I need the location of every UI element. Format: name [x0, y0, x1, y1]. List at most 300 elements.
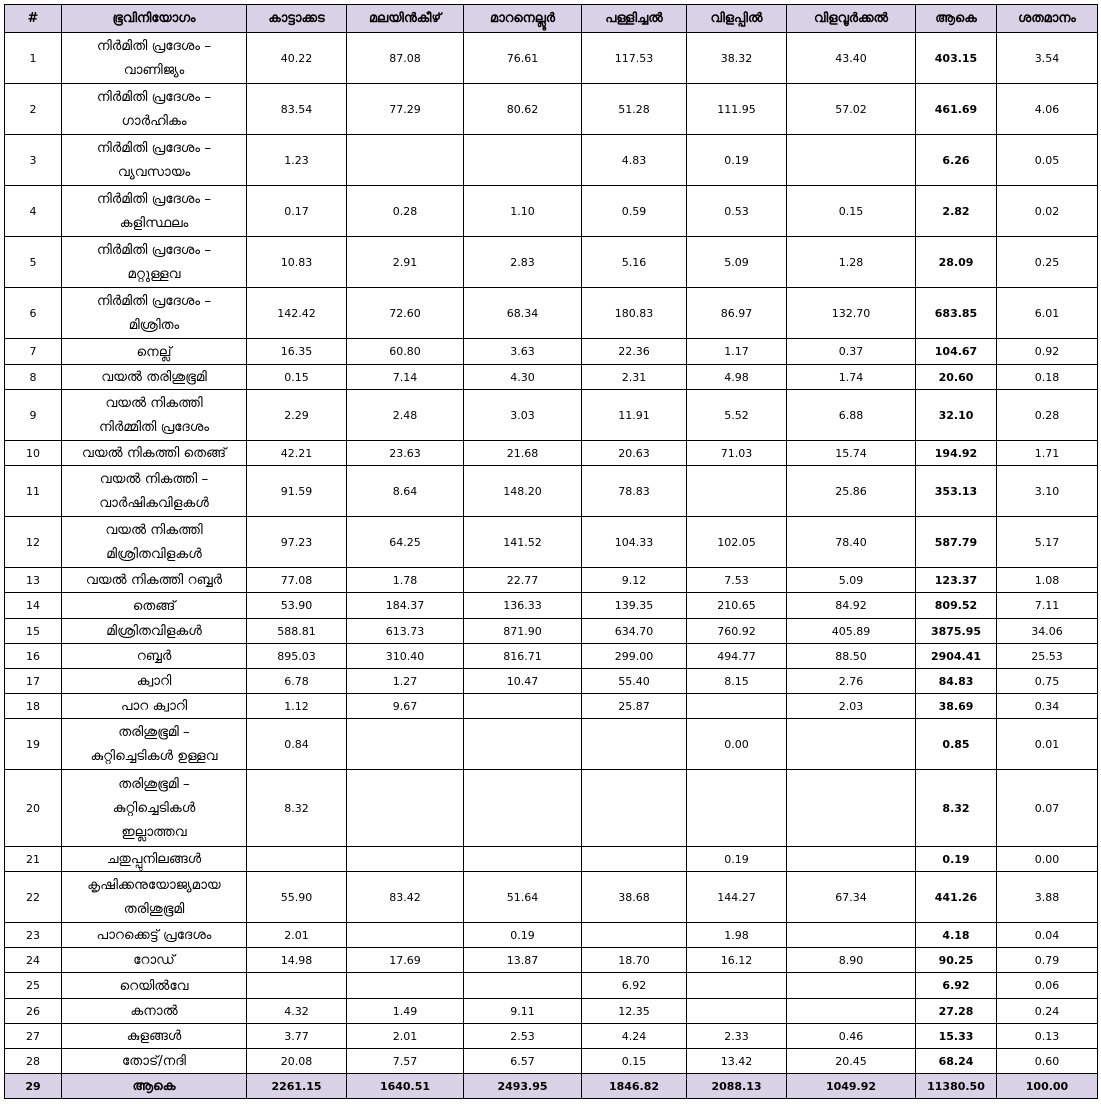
- cell-land-use: കുളങ്ങൾ: [62, 1024, 247, 1049]
- cell-maranalloor: 6.57: [464, 1049, 582, 1074]
- cell-pallichal: 78.83: [582, 466, 687, 517]
- cell-maranalloor: 51.64: [464, 872, 582, 923]
- cell-maranalloor: 9.11: [464, 999, 582, 1024]
- table-row: [5, 593, 1098, 619]
- cell-vilavoorkkal: 20.45: [787, 1049, 916, 1074]
- cell-total: 0.19: [916, 847, 997, 872]
- cell-pallichal: 51.28: [582, 84, 687, 135]
- cell-pallichal: 299.00: [582, 644, 687, 669]
- cell-maranalloor: 871.90: [464, 619, 582, 644]
- table-row: [5, 847, 1098, 872]
- cell-malayinkeezhu: 2.91: [347, 237, 464, 288]
- cell-kattakada: 10.83: [247, 237, 347, 288]
- cell-land-use: വയൽ നികത്തി മിശ്രിതവിളകൾ: [62, 517, 247, 568]
- cell-land-use: വയൽ നികത്തി റബ്ബർ: [62, 568, 247, 593]
- cell-total: 104.67: [916, 339, 997, 365]
- cell-vilappil: [687, 999, 787, 1024]
- table-row: [5, 999, 1098, 1024]
- cell-total: 441.26: [916, 872, 997, 923]
- cell-total: 3875.95: [916, 619, 997, 644]
- cell-vilavoorkkal: 67.34: [787, 872, 916, 923]
- cell-pallichal: [582, 847, 687, 872]
- cell-land-use: തരിശുഭൂമി – കുറ്റിച്ചെടികൾ ഇല്ലാത്തവ: [62, 770, 247, 847]
- cell-vilavoorkkal: 43.40: [787, 33, 916, 84]
- table-row: [5, 517, 1098, 568]
- cell-vilappil: 7.53: [687, 568, 787, 593]
- cell-pallichal: 104.33: [582, 517, 687, 568]
- cell-land-use: വയൽ നികത്തി നിർമ്മിതി പ്രദേശം: [62, 390, 247, 441]
- cell-index: 24: [5, 948, 62, 973]
- cell-total: 27.28: [916, 999, 997, 1024]
- cell-percentage: 0.04: [997, 923, 1098, 948]
- cell-malayinkeezhu: 0.28: [347, 186, 464, 237]
- cell-vilavoorkkal: 15.74: [787, 441, 916, 466]
- cell-total: 38.69: [916, 694, 997, 719]
- cell-index: 10: [5, 441, 62, 466]
- table-row: [5, 237, 1098, 288]
- cell-vilavoorkkal: 1.74: [787, 365, 916, 390]
- table-row: [5, 466, 1098, 517]
- table-row: [5, 568, 1098, 593]
- cell-percentage: 0.34: [997, 694, 1098, 719]
- cell-pallichal: 0.15: [582, 1049, 687, 1074]
- cell-malayinkeezhu: 8.64: [347, 466, 464, 517]
- cell-pallichal: 12.35: [582, 999, 687, 1024]
- cell-kattakada: [247, 973, 347, 999]
- cell-total: 11380.50: [916, 1074, 997, 1099]
- cell-vilappil: [687, 466, 787, 517]
- cell-index: 27: [5, 1024, 62, 1049]
- cell-percentage: 0.18: [997, 365, 1098, 390]
- cell-index: 3: [5, 135, 62, 186]
- cell-vilappil: [687, 770, 787, 847]
- cell-kattakada: 2261.15: [247, 1074, 347, 1099]
- cell-percentage: 0.02: [997, 186, 1098, 237]
- cell-land-use: നിർമിതി പ്രദേശം – ഗാർഹികം: [62, 84, 247, 135]
- header-malayinkeezhu: മലയിൻകീഴ്: [347, 5, 464, 33]
- cell-maranalloor: 10.47: [464, 669, 582, 694]
- cell-maranalloor: 4.30: [464, 365, 582, 390]
- cell-kattakada: 0.17: [247, 186, 347, 237]
- cell-vilavoorkkal: 78.40: [787, 517, 916, 568]
- cell-vilappil: 8.15: [687, 669, 787, 694]
- cell-land-use: ആകെ: [62, 1074, 247, 1099]
- cell-total: 15.33: [916, 1024, 997, 1049]
- cell-pallichal: 11.91: [582, 390, 687, 441]
- cell-index: 28: [5, 1049, 62, 1074]
- cell-land-use: വയൽ നികത്തി തെങ്ങ്: [62, 441, 247, 466]
- cell-malayinkeezhu: 184.37: [347, 593, 464, 619]
- cell-malayinkeezhu: 64.25: [347, 517, 464, 568]
- cell-malayinkeezhu: 613.73: [347, 619, 464, 644]
- cell-pallichal: [582, 719, 687, 770]
- cell-kattakada: 53.90: [247, 593, 347, 619]
- cell-pallichal: 0.59: [582, 186, 687, 237]
- header-land-use: ഭൂവിനിയോഗം: [62, 5, 247, 33]
- table-row: [5, 619, 1098, 644]
- cell-vilappil: 0.19: [687, 847, 787, 872]
- cell-index: 6: [5, 288, 62, 339]
- cell-kattakada: 16.35: [247, 339, 347, 365]
- cell-total: 6.26: [916, 135, 997, 186]
- cell-vilappil: 494.77: [687, 644, 787, 669]
- cell-vilavoorkkal: 2.03: [787, 694, 916, 719]
- cell-percentage: 3.10: [997, 466, 1098, 517]
- cell-index: 14: [5, 593, 62, 619]
- cell-percentage: 3.88: [997, 872, 1098, 923]
- cell-kattakada: [247, 847, 347, 872]
- header-vilavoorkkal: വിളവൂർക്കൽ: [787, 5, 916, 33]
- cell-malayinkeezhu: [347, 923, 464, 948]
- cell-percentage: 1.71: [997, 441, 1098, 466]
- cell-percentage: 0.75: [997, 669, 1098, 694]
- cell-vilavoorkkal: [787, 135, 916, 186]
- cell-vilavoorkkal: [787, 923, 916, 948]
- cell-total: 587.79: [916, 517, 997, 568]
- cell-index: 9: [5, 390, 62, 441]
- cell-maranalloor: [464, 694, 582, 719]
- cell-index: 16: [5, 644, 62, 669]
- cell-vilavoorkkal: 0.15: [787, 186, 916, 237]
- cell-malayinkeezhu: 87.08: [347, 33, 464, 84]
- cell-land-use: റോഡ്: [62, 948, 247, 973]
- cell-maranalloor: 0.19: [464, 923, 582, 948]
- cell-vilappil: [687, 694, 787, 719]
- cell-land-use: പാറ ക്വാറി: [62, 694, 247, 719]
- cell-vilappil: 102.05: [687, 517, 787, 568]
- cell-vilavoorkkal: 8.90: [787, 948, 916, 973]
- cell-percentage: 0.28: [997, 390, 1098, 441]
- cell-index: 8: [5, 365, 62, 390]
- cell-vilavoorkkal: 405.89: [787, 619, 916, 644]
- cell-malayinkeezhu: 9.67: [347, 694, 464, 719]
- cell-total: 4.18: [916, 923, 997, 948]
- cell-malayinkeezhu: 1.27: [347, 669, 464, 694]
- cell-maranalloor: 21.68: [464, 441, 582, 466]
- cell-land-use: തരിശുഭൂമി – കുറ്റിച്ചെടികൾ ഉള്ളവ: [62, 719, 247, 770]
- cell-total: 403.15: [916, 33, 997, 84]
- cell-malayinkeezhu: 83.42: [347, 872, 464, 923]
- header-total: ആകെ: [916, 5, 997, 33]
- cell-index: 4: [5, 186, 62, 237]
- cell-kattakada: 1.23: [247, 135, 347, 186]
- cell-kattakada: 77.08: [247, 568, 347, 593]
- table-row: [5, 135, 1098, 186]
- cell-index: 12: [5, 517, 62, 568]
- cell-total: 32.10: [916, 390, 997, 441]
- cell-land-use: വയൽ തരിശുഭൂമി: [62, 365, 247, 390]
- cell-malayinkeezhu: [347, 770, 464, 847]
- table-row: [5, 923, 1098, 948]
- cell-land-use: നിർമിതി പ്രദേശം – കളിസ്ഥലം: [62, 186, 247, 237]
- cell-maranalloor: [464, 135, 582, 186]
- cell-vilavoorkkal: [787, 770, 916, 847]
- cell-vilavoorkkal: [787, 999, 916, 1024]
- cell-kattakada: 895.03: [247, 644, 347, 669]
- cell-vilavoorkkal: 1049.92: [787, 1074, 916, 1099]
- cell-vilavoorkkal: 57.02: [787, 84, 916, 135]
- cell-percentage: 0.05: [997, 135, 1098, 186]
- cell-vilavoorkkal: [787, 847, 916, 872]
- cell-kattakada: 83.54: [247, 84, 347, 135]
- cell-vilavoorkkal: [787, 973, 916, 999]
- cell-vilappil: 0.53: [687, 186, 787, 237]
- header-percentage: ശതമാനം: [997, 5, 1098, 33]
- cell-percentage: 0.25: [997, 237, 1098, 288]
- cell-total: 20.60: [916, 365, 997, 390]
- cell-percentage: 0.07: [997, 770, 1098, 847]
- cell-kattakada: 91.59: [247, 466, 347, 517]
- cell-land-use: തെങ്ങ്: [62, 593, 247, 619]
- cell-land-use: ചതുപ്പുനിലങ്ങൾ: [62, 847, 247, 872]
- cell-index: 1: [5, 33, 62, 84]
- cell-percentage: 0.92: [997, 339, 1098, 365]
- cell-malayinkeezhu: 7.14: [347, 365, 464, 390]
- cell-maranalloor: 3.03: [464, 390, 582, 441]
- cell-kattakada: 4.32: [247, 999, 347, 1024]
- cell-maranalloor: 141.52: [464, 517, 582, 568]
- cell-kattakada: 1.12: [247, 694, 347, 719]
- table-row: [5, 288, 1098, 339]
- cell-pallichal: 634.70: [582, 619, 687, 644]
- cell-pallichal: [582, 770, 687, 847]
- cell-total: 68.24: [916, 1049, 997, 1074]
- cell-total: 84.83: [916, 669, 997, 694]
- cell-maranalloor: 816.71: [464, 644, 582, 669]
- cell-maranalloor: [464, 719, 582, 770]
- cell-vilappil: 16.12: [687, 948, 787, 973]
- cell-index: 17: [5, 669, 62, 694]
- cell-land-use: നിർമിതി പ്രദേശം – വ്യവസായം: [62, 135, 247, 186]
- cell-land-use: പാറക്കെട്ട് പ്രദേശം: [62, 923, 247, 948]
- cell-index: 18: [5, 694, 62, 719]
- cell-vilavoorkkal: [787, 719, 916, 770]
- cell-kattakada: 588.81: [247, 619, 347, 644]
- cell-percentage: 7.11: [997, 593, 1098, 619]
- table-row: [5, 973, 1098, 999]
- table-row: [5, 186, 1098, 237]
- cell-percentage: 100.00: [997, 1074, 1098, 1099]
- cell-kattakada: 2.29: [247, 390, 347, 441]
- cell-pallichal: 9.12: [582, 568, 687, 593]
- cell-malayinkeezhu: [347, 847, 464, 872]
- cell-kattakada: 3.77: [247, 1024, 347, 1049]
- cell-malayinkeezhu: 23.63: [347, 441, 464, 466]
- cell-land-use: ക്വാറി: [62, 669, 247, 694]
- cell-pallichal: 20.63: [582, 441, 687, 466]
- cell-pallichal: 139.35: [582, 593, 687, 619]
- cell-total: 461.69: [916, 84, 997, 135]
- cell-kattakada: 2.01: [247, 923, 347, 948]
- cell-percentage: 3.54: [997, 33, 1098, 84]
- cell-vilavoorkkal: 2.76: [787, 669, 916, 694]
- cell-total: 353.13: [916, 466, 997, 517]
- cell-malayinkeezhu: 310.40: [347, 644, 464, 669]
- cell-pallichal: 117.53: [582, 33, 687, 84]
- cell-maranalloor: 2493.95: [464, 1074, 582, 1099]
- table-row: [5, 33, 1098, 84]
- cell-pallichal: 38.68: [582, 872, 687, 923]
- cell-kattakada: 14.98: [247, 948, 347, 973]
- cell-land-use: കനാൽ: [62, 999, 247, 1024]
- table-row: [5, 390, 1098, 441]
- cell-pallichal: 6.92: [582, 973, 687, 999]
- cell-pallichal: 5.16: [582, 237, 687, 288]
- cell-vilappil: 4.98: [687, 365, 787, 390]
- cell-malayinkeezhu: 7.57: [347, 1049, 464, 1074]
- cell-vilavoorkkal: 1.28: [787, 237, 916, 288]
- table-row: [5, 872, 1098, 923]
- cell-total: 6.92: [916, 973, 997, 999]
- cell-land-use: റെയിൽവേ: [62, 973, 247, 999]
- cell-malayinkeezhu: 77.29: [347, 84, 464, 135]
- cell-kattakada: 55.90: [247, 872, 347, 923]
- cell-total: 2.82: [916, 186, 997, 237]
- header-pallichal: പള്ളിച്ചൽ: [582, 5, 687, 33]
- cell-index: 2: [5, 84, 62, 135]
- table-row: [5, 339, 1098, 365]
- cell-land-use: തോട്/നദി: [62, 1049, 247, 1074]
- cell-kattakada: 97.23: [247, 517, 347, 568]
- cell-maranalloor: [464, 973, 582, 999]
- cell-malayinkeezhu: 1.78: [347, 568, 464, 593]
- cell-malayinkeezhu: [347, 719, 464, 770]
- cell-vilappil: 144.27: [687, 872, 787, 923]
- cell-land-use: കൃഷിക്കനുയോജ്യമായ തരിശുഭൂമി: [62, 872, 247, 923]
- cell-total: 8.32: [916, 770, 997, 847]
- cell-malayinkeezhu: 60.80: [347, 339, 464, 365]
- cell-percentage: 0.13: [997, 1024, 1098, 1049]
- header-maranalloor: മാറനെല്ലൂർ: [464, 5, 582, 33]
- cell-pallichal: 18.70: [582, 948, 687, 973]
- cell-percentage: 0.60: [997, 1049, 1098, 1074]
- cell-percentage: 1.08: [997, 568, 1098, 593]
- cell-malayinkeezhu: [347, 973, 464, 999]
- cell-pallichal: 25.87: [582, 694, 687, 719]
- cell-index: 29: [5, 1074, 62, 1099]
- cell-index: 7: [5, 339, 62, 365]
- table-row: [5, 84, 1098, 135]
- cell-maranalloor: 76.61: [464, 33, 582, 84]
- cell-land-use: നിർമിതി പ്രദേശം – വാണിജ്യം: [62, 33, 247, 84]
- cell-total: 90.25: [916, 948, 997, 973]
- cell-percentage: 0.01: [997, 719, 1098, 770]
- cell-pallichal: 1846.82: [582, 1074, 687, 1099]
- cell-maranalloor: 148.20: [464, 466, 582, 517]
- cell-percentage: 0.79: [997, 948, 1098, 973]
- cell-vilappil: 1.98: [687, 923, 787, 948]
- cell-vilappil: 2.33: [687, 1024, 787, 1049]
- table-row: [5, 644, 1098, 669]
- table-row: [5, 694, 1098, 719]
- cell-land-use: മിശ്രിതവിളകൾ: [62, 619, 247, 644]
- cell-vilappil: 0.00: [687, 719, 787, 770]
- cell-index: 25: [5, 973, 62, 999]
- cell-vilappil: 210.65: [687, 593, 787, 619]
- cell-vilappil: 5.52: [687, 390, 787, 441]
- cell-index: 23: [5, 923, 62, 948]
- cell-index: 19: [5, 719, 62, 770]
- cell-vilavoorkkal: 88.50: [787, 644, 916, 669]
- cell-vilappil: 86.97: [687, 288, 787, 339]
- cell-vilavoorkkal: 0.46: [787, 1024, 916, 1049]
- cell-maranalloor: 1.10: [464, 186, 582, 237]
- table-row: [5, 948, 1098, 973]
- cell-land-use: നെല്ല്: [62, 339, 247, 365]
- cell-vilappil: 1.17: [687, 339, 787, 365]
- cell-percentage: 6.01: [997, 288, 1098, 339]
- cell-maranalloor: [464, 770, 582, 847]
- cell-pallichal: 180.83: [582, 288, 687, 339]
- cell-vilappil: [687, 973, 787, 999]
- cell-pallichal: 55.40: [582, 669, 687, 694]
- cell-index: 20: [5, 770, 62, 847]
- cell-malayinkeezhu: 17.69: [347, 948, 464, 973]
- cell-total: 683.85: [916, 288, 997, 339]
- cell-maranalloor: 136.33: [464, 593, 582, 619]
- cell-total: 194.92: [916, 441, 997, 466]
- table-row: [5, 770, 1098, 847]
- cell-index: 13: [5, 568, 62, 593]
- table-row: [5, 441, 1098, 466]
- cell-kattakada: 20.08: [247, 1049, 347, 1074]
- cell-index: 26: [5, 999, 62, 1024]
- cell-kattakada: 42.21: [247, 441, 347, 466]
- cell-kattakada: 0.15: [247, 365, 347, 390]
- cell-vilavoorkkal: 25.86: [787, 466, 916, 517]
- cell-vilavoorkkal: 84.92: [787, 593, 916, 619]
- cell-maranalloor: 13.87: [464, 948, 582, 973]
- header-kattakada: കാട്ടാക്കട: [247, 5, 347, 33]
- table-row: [5, 719, 1098, 770]
- cell-vilavoorkkal: 0.37: [787, 339, 916, 365]
- cell-land-use: നിർമിതി പ്രദേശം – മറ്റുള്ളവ: [62, 237, 247, 288]
- cell-maranalloor: 2.53: [464, 1024, 582, 1049]
- cell-index: 11: [5, 466, 62, 517]
- header-row: [5, 5, 1098, 33]
- table-row: [5, 669, 1098, 694]
- cell-index: 5: [5, 237, 62, 288]
- cell-vilappil: 760.92: [687, 619, 787, 644]
- cell-maranalloor: 3.63: [464, 339, 582, 365]
- cell-land-use: നിർമിതി പ്രദേശം – മിശ്രിതം: [62, 288, 247, 339]
- cell-percentage: 0.00: [997, 847, 1098, 872]
- cell-vilappil: 0.19: [687, 135, 787, 186]
- land-use-table: [4, 4, 1098, 1099]
- cell-index: 21: [5, 847, 62, 872]
- cell-land-use: റബ്ബർ: [62, 644, 247, 669]
- table-row: [5, 1049, 1098, 1074]
- cell-malayinkeezhu: 2.01: [347, 1024, 464, 1049]
- cell-total: 28.09: [916, 237, 997, 288]
- cell-kattakada: 6.78: [247, 669, 347, 694]
- cell-maranalloor: 68.34: [464, 288, 582, 339]
- cell-land-use: വയൽ നികത്തി – വാർഷികവിളകൾ: [62, 466, 247, 517]
- cell-vilappil: 38.32: [687, 33, 787, 84]
- cell-vilavoorkkal: 6.88: [787, 390, 916, 441]
- cell-percentage: 34.06: [997, 619, 1098, 644]
- cell-vilavoorkkal: 132.70: [787, 288, 916, 339]
- cell-malayinkeezhu: 72.60: [347, 288, 464, 339]
- cell-pallichal: 4.83: [582, 135, 687, 186]
- cell-percentage: 5.17: [997, 517, 1098, 568]
- cell-kattakada: 0.84: [247, 719, 347, 770]
- cell-percentage: 25.53: [997, 644, 1098, 669]
- cell-vilappil: 5.09: [687, 237, 787, 288]
- cell-malayinkeezhu: [347, 135, 464, 186]
- cell-percentage: 4.06: [997, 84, 1098, 135]
- table-header: [5, 5, 1098, 33]
